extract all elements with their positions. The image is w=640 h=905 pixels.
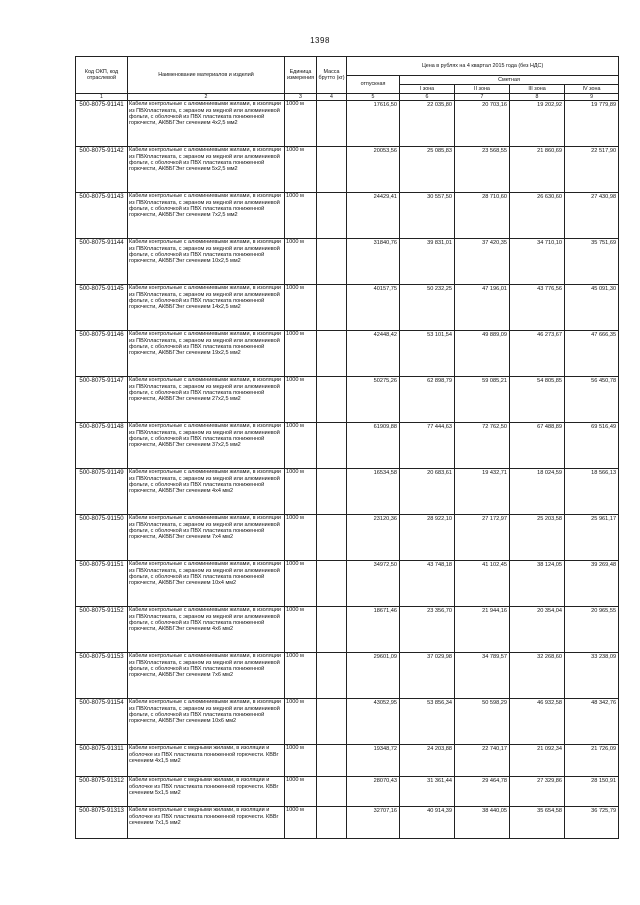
table-row [76, 745, 619, 777]
column-number: 6 [400, 94, 455, 101]
row-zone3-price: 26 630,60 [510, 193, 565, 239]
row-release-price: 61909,88 [347, 423, 400, 469]
row-zone1-price: 20 683,61 [400, 469, 455, 515]
row-zone4-price: 56 450,78 [565, 377, 619, 423]
row-name [128, 423, 285, 469]
table-row [76, 147, 619, 193]
row-name [128, 469, 285, 515]
row-zone3-price: 34 710,10 [510, 239, 565, 285]
row-release-price: 20053,56 [347, 147, 400, 193]
row-name [128, 377, 285, 423]
header-estimate: Сметная [400, 76, 619, 85]
row-zone3-price: 54 805,85 [510, 377, 565, 423]
table-row [76, 469, 619, 515]
row-zone3-price: 21 860,69 [510, 147, 565, 193]
row-zone3-price: 19 202,92 [510, 101, 565, 147]
row-zone1-price: 28 922,10 [400, 515, 455, 561]
row-name-text: Кабели контрольные с алюминиевыми жилами, в изоляции из ПВХпластиката, с экраном из медной или алюминиевой фольги, с оболочкой из ПВХ пластиката пониженной горючести, АКВБГЭнг сечением 7х4 мм2 [129, 515, 281, 541]
header-zone3: III зона [510, 85, 565, 94]
row-name-text: Кабели контрольные с алюминиевыми жилами, в изоляции из ПВХпластиката, с экраном из медной или алюминиевой фольги, с оболочкой из ПВХ пластиката пониженной горючести, АКВБГЭнг сечением 7х6 мм2 [129, 653, 281, 679]
row-code: 500-8075-91150 [76, 515, 128, 561]
row-zone2-price: 29 464,78 [455, 777, 510, 807]
row-name [128, 147, 285, 193]
row-name [128, 285, 285, 331]
row-mass [317, 515, 347, 561]
row-unit: 1000 м [285, 515, 317, 561]
row-zone2-price: 47 196,01 [455, 285, 510, 331]
row-mass [317, 331, 347, 377]
row-code: 500-8075-91147 [76, 377, 128, 423]
row-unit: 1000 м [285, 331, 317, 377]
header-mass: Масса брутто (кг) [317, 57, 347, 94]
row-zone1-price: 53 101,54 [400, 331, 455, 377]
header-code: Код ОКП, код отраслевой [76, 57, 128, 94]
row-name [128, 745, 285, 777]
row-code: 500-8075-91152 [76, 607, 128, 653]
row-name [128, 653, 285, 699]
row-code: 500-8075-91154 [76, 699, 128, 745]
row-unit: 1000 м [285, 469, 317, 515]
table-row [76, 561, 619, 607]
header-price-group: Цена в рублях на 4 квартал 2015 года (без НДС) [347, 57, 619, 76]
row-mass [317, 423, 347, 469]
row-zone1-price: 30 557,50 [400, 193, 455, 239]
row-mass [317, 807, 347, 839]
row-release-price: 31840,76 [347, 239, 400, 285]
table-row [76, 777, 619, 807]
row-zone2-price: 38 440,05 [455, 807, 510, 839]
row-code: 500-8075-91141 [76, 101, 128, 147]
row-release-price: 18671,46 [347, 607, 400, 653]
row-zone2-price: 49 889,09 [455, 331, 510, 377]
row-zone3-price: 32 268,60 [510, 653, 565, 699]
row-zone1-price: 62 898,79 [400, 377, 455, 423]
row-zone3-price: 46 273,67 [510, 331, 565, 377]
row-name-text: Кабели контрольные с алюминиевыми жилами, в изоляции из ПВХпластиката, с экраном из медной или алюминиевой фольги, с оболочкой из ПВХ пластиката пониженной горючести, АКВБГЭнг сечением 14х2,5 мм2 [129, 285, 281, 311]
row-zone2-price: 59 085,21 [455, 377, 510, 423]
row-unit: 1000 м [285, 285, 317, 331]
row-mass [317, 699, 347, 745]
row-zone1-price: 39 831,01 [400, 239, 455, 285]
table-row [76, 377, 619, 423]
header-zone4: IV зона [565, 85, 619, 94]
row-zone3-price: 20 354,04 [510, 607, 565, 653]
row-code: 500-8075-91143 [76, 193, 128, 239]
row-zone3-price: 43 776,56 [510, 285, 565, 331]
row-release-price: 34972,50 [347, 561, 400, 607]
row-zone1-price: 37 029,98 [400, 653, 455, 699]
row-code: 500-8075-91153 [76, 653, 128, 699]
row-code: 500-8075-91142 [76, 147, 128, 193]
header-name: Наименование материалов и изделий [128, 57, 285, 94]
row-zone2-price: 23 568,55 [455, 147, 510, 193]
row-name [128, 193, 285, 239]
row-zone4-price: 39 269,48 [565, 561, 619, 607]
row-zone2-price: 37 420,35 [455, 239, 510, 285]
row-unit: 1000 м [285, 147, 317, 193]
header-release: отпускная [347, 76, 400, 94]
row-release-price: 32707,16 [347, 807, 400, 839]
table-row [76, 653, 619, 699]
column-number: 9 [565, 94, 619, 101]
row-unit: 1000 м [285, 561, 317, 607]
row-release-price: 50275,26 [347, 377, 400, 423]
row-code: 500-8075-91149 [76, 469, 128, 515]
row-zone3-price: 35 654,58 [510, 807, 565, 839]
row-name-text: Кабели контрольные с алюминиевыми жилами, в изоляции из ПВХпластиката, с экраном из медной или алюминиевой фольги, с оболочкой из ПВХ пластиката пониженной горючести, АКВБГЭнг сечением 27х2,5 мм2 [129, 377, 281, 403]
row-zone2-price: 22 740,17 [455, 745, 510, 777]
column-number: 5 [347, 94, 400, 101]
row-name-text: Кабели контрольные с медными жилами, в изоляции и оболочке из ПВХ пластиката пониженной горючести. КВВг сечением 5х1,5 мм2 [129, 777, 279, 796]
row-code: 500-8075-91312 [76, 777, 128, 807]
table-row [76, 331, 619, 377]
row-name-text: Кабели контрольные с медными жилами, в изоляции и оболочке из ПВХ пластиката пониженной горючести. КВВг сечением 7х1,5 мм2 [129, 807, 279, 826]
row-zone2-price: 20 703,16 [455, 101, 510, 147]
row-mass [317, 377, 347, 423]
row-mass [317, 607, 347, 653]
row-release-price: 23120,36 [347, 515, 400, 561]
row-zone2-price: 41 102,45 [455, 561, 510, 607]
row-zone4-price: 20 965,55 [565, 607, 619, 653]
row-mass [317, 101, 347, 147]
row-mass [317, 285, 347, 331]
row-zone1-price: 50 232,25 [400, 285, 455, 331]
row-mass [317, 193, 347, 239]
row-zone2-price: 28 710,60 [455, 193, 510, 239]
row-unit: 1000 м [285, 777, 317, 807]
row-zone4-price: 36 725,79 [565, 807, 619, 839]
row-zone2-price: 72 762,50 [455, 423, 510, 469]
row-zone2-price: 27 172,97 [455, 515, 510, 561]
table-row [76, 515, 619, 561]
table-row [76, 193, 619, 239]
row-release-price: 42448,42 [347, 331, 400, 377]
table-row [76, 807, 619, 839]
row-mass [317, 745, 347, 777]
row-zone4-price: 28 150,91 [565, 777, 619, 807]
row-zone2-price: 50 598,29 [455, 699, 510, 745]
column-number-row [76, 94, 619, 101]
row-zone1-price: 24 203,88 [400, 745, 455, 777]
row-zone3-price: 27 329,86 [510, 777, 565, 807]
table-row [76, 101, 619, 147]
row-name-text: Кабели контрольные с алюминиевыми жилами, в изоляции из ПВХпластиката, с экраном из медной или алюминиевой фольги, с оболочкой из ПВХ пластиката пониженной горючести, АКВБГЭнг сечением 4х4 мм2 [129, 469, 281, 495]
row-zone4-price: 35 751,69 [565, 239, 619, 285]
row-unit: 1000 м [285, 607, 317, 653]
row-code: 500-8075-91151 [76, 561, 128, 607]
row-zone1-price: 31 361,44 [400, 777, 455, 807]
row-release-price: 19348,72 [347, 745, 400, 777]
row-unit: 1000 м [285, 239, 317, 285]
row-mass [317, 469, 347, 515]
row-mass [317, 147, 347, 193]
row-unit: 1000 м [285, 653, 317, 699]
row-release-price: 43052,95 [347, 699, 400, 745]
header-zone2: II зона [455, 85, 510, 94]
row-name [128, 807, 285, 839]
row-zone4-price: 48 342,76 [565, 699, 619, 745]
row-mass [317, 561, 347, 607]
column-number: 1 [76, 94, 128, 101]
row-zone4-price: 25 961,17 [565, 515, 619, 561]
row-name-text: Кабели контрольные с алюминиевыми жилами, в изоляции из ПВХпластиката, с экраном из медной или алюминиевой фольги, с оболочкой из ПВХ пластиката пониженной горючести, АКВБГЭнг сечением 4х2,5 мм2 [129, 101, 281, 127]
row-zone3-price: 25 203,58 [510, 515, 565, 561]
row-name-text: Кабели контрольные с алюминиевыми жилами, в изоляции из ПВХпластиката, с экраном из медной или алюминиевой фольги, с оболочкой из ПВХ пластиката пониженной горючести, АКВБГЭнг сечением 10х6 мм2 [129, 699, 281, 725]
row-code: 500-8075-91313 [76, 807, 128, 839]
row-zone4-price: 47 666,35 [565, 331, 619, 377]
row-zone1-price: 25 085,83 [400, 147, 455, 193]
row-mass [317, 653, 347, 699]
row-code: 500-8075-91146 [76, 331, 128, 377]
row-name [128, 515, 285, 561]
column-number: 7 [455, 94, 510, 101]
table-row [76, 699, 619, 745]
row-zone4-price: 27 430,98 [565, 193, 619, 239]
row-name-text: Кабели контрольные с алюминиевыми жилами, в изоляции из ПВХпластиката, с экраном из медной или алюминиевой фольги, с оболочкой из ПВХ пластиката пониженной горючести, АКВБГЭнг сечением 19х2,5 мм2 [129, 331, 281, 357]
column-number: 3 [285, 94, 317, 101]
row-name-text: Кабели контрольные с алюминиевыми жилами, в изоляции из ПВХпластиката, с экраном из медной или алюминиевой фольги, с оболочкой из ПВХ пластиката пониженной горючести, АКВБГЭнг сечением 5х2,5 мм2 [129, 147, 281, 173]
row-mass [317, 777, 347, 807]
row-name-text: Кабели контрольные с алюминиевыми жилами, в изоляции из ПВХпластиката, с экраном из медной или алюминиевой фольги, с оболочкой из ПВХ пластиката пониженной горючести, АКВБГЭнг сечением 10х2,5 мм2 [129, 239, 281, 265]
row-name-text: Кабели контрольные с алюминиевыми жилами, в изоляции из ПВХпластиката, с экраном из медной или алюминиевой фольги, с оболочкой из ПВХ пластиката пониженной горючести, АКВБГЭнг сечением 7х2,5 мм2 [129, 193, 281, 219]
row-zone4-price: 18 566,13 [565, 469, 619, 515]
row-zone3-price: 18 024,59 [510, 469, 565, 515]
row-zone4-price: 33 238,09 [565, 653, 619, 699]
table-row [76, 423, 619, 469]
table-row [76, 239, 619, 285]
row-name-text: Кабели контрольные с алюминиевыми жилами, в изоляции из ПВХпластиката, с экраном из медной или алюминиевой фольги, с оболочкой из ПВХ пластиката пониженной горючести, АКВБГЭнг сечением 4х6 мм2 [129, 607, 281, 633]
row-zone1-price: 77 444,63 [400, 423, 455, 469]
row-name [128, 239, 285, 285]
row-name [128, 777, 285, 807]
table-row [76, 285, 619, 331]
row-code: 500-8075-91145 [76, 285, 128, 331]
row-name [128, 561, 285, 607]
table-row [76, 607, 619, 653]
row-unit: 1000 м [285, 745, 317, 777]
row-zone2-price: 19 432,71 [455, 469, 510, 515]
row-unit: 1000 м [285, 423, 317, 469]
header-zone1: I зона [400, 85, 455, 94]
row-zone1-price: 53 856,34 [400, 699, 455, 745]
row-zone4-price: 22 517,90 [565, 147, 619, 193]
row-zone1-price: 23 356,70 [400, 607, 455, 653]
row-release-price: 16534,58 [347, 469, 400, 515]
row-unit: 1000 м [285, 377, 317, 423]
row-release-price: 28070,43 [347, 777, 400, 807]
page-number: 1398 [310, 36, 330, 45]
row-zone4-price: 69 516,49 [565, 423, 619, 469]
row-zone4-price: 21 726,09 [565, 745, 619, 777]
row-zone1-price: 40 914,39 [400, 807, 455, 839]
row-mass [317, 239, 347, 285]
row-code: 500-8075-91148 [76, 423, 128, 469]
row-code: 500-8075-91311 [76, 745, 128, 777]
row-zone3-price: 46 932,58 [510, 699, 565, 745]
row-code: 500-8075-91144 [76, 239, 128, 285]
row-name-text: Кабели контрольные с алюминиевыми жилами, в изоляции из ПВХпластиката, с экраном из медной или алюминиевой фольги, с оболочкой из ПВХ пластиката пониженной горючести, АКВБГЭнг сечением 10х4 мм2 [129, 561, 281, 587]
row-zone4-price: 19 779,89 [565, 101, 619, 147]
row-name [128, 607, 285, 653]
column-number: 8 [510, 94, 565, 101]
row-zone2-price: 21 944,16 [455, 607, 510, 653]
header-unit: Единица измерения [285, 57, 317, 94]
row-release-price: 17616,50 [347, 101, 400, 147]
row-zone2-price: 34 789,57 [455, 653, 510, 699]
row-zone3-price: 21 092,34 [510, 745, 565, 777]
price-table [75, 56, 619, 839]
column-number: 4 [317, 94, 347, 101]
row-zone1-price: 22 035,80 [400, 101, 455, 147]
row-zone4-price: 45 091,30 [565, 285, 619, 331]
table-body [76, 101, 619, 839]
row-release-price: 29601,09 [347, 653, 400, 699]
row-release-price: 24429,41 [347, 193, 400, 239]
row-unit: 1000 м [285, 193, 317, 239]
row-zone3-price: 67 488,89 [510, 423, 565, 469]
row-name [128, 331, 285, 377]
row-zone1-price: 43 748,18 [400, 561, 455, 607]
row-zone3-price: 38 124,05 [510, 561, 565, 607]
row-name-text: Кабели контрольные с медными жилами, в изоляции и оболочке из ПВХ пластиката пониженной горючести. КВВг сечением 4х1,5 мм2 [129, 745, 279, 764]
row-name [128, 101, 285, 147]
column-number: 2 [128, 94, 285, 101]
row-name [128, 699, 285, 745]
row-unit: 1000 м [285, 807, 317, 839]
row-name-text: Кабели контрольные с алюминиевыми жилами, в изоляции из ПВХпластиката, с экраном из медной или алюминиевой фольги, с оболочкой из ПВХ пластиката пониженной горючести, АКВБГЭнг сечением 37х2,5 мм2 [129, 423, 281, 449]
row-unit: 1000 м [285, 101, 317, 147]
row-unit: 1000 м [285, 699, 317, 745]
row-release-price: 40157,75 [347, 285, 400, 331]
